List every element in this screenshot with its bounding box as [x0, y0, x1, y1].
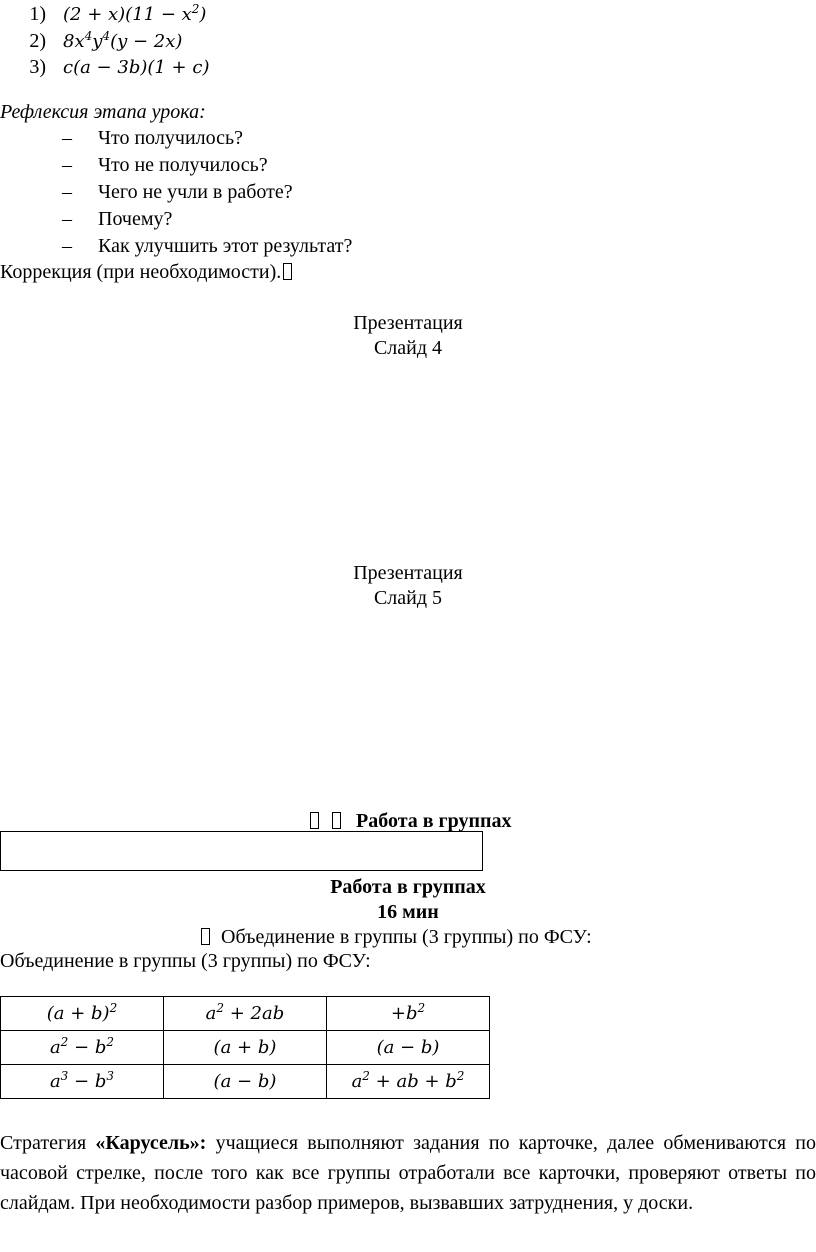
strategy-text: учащиеся выполняют задания по карточке, далее обмениваются по часовой стрелке, после того как все группы отработали все карточки, проверяют ответы по слайдам. При необходимости разбор примеров, вызвавших затруднения, у доски.	[0, 1132, 816, 1214]
fsu-table	[0, 996, 490, 1099]
dash-bullet: –	[62, 235, 72, 257]
table-row	[1, 1031, 490, 1065]
strategy-paragraph	[0, 1128, 816, 1218]
slide5-label: Презентация	[353, 562, 463, 584]
group-work-title: Работа в группах	[330, 876, 486, 898]
table-cell: $a^3 - b^3$	[1, 1065, 164, 1099]
strategy-prefix: Стратегия	[0, 1132, 96, 1154]
missing-glyph-icon	[332, 812, 341, 829]
example-number: 2)	[29, 30, 46, 52]
missing-glyph-icon	[310, 812, 319, 829]
reflection-question: Что получилось?	[98, 127, 244, 149]
missing-glyph-icon	[201, 928, 210, 945]
strategy-name: «Карусель»:	[95, 1132, 207, 1154]
table-cell: $a^2 - b^2$	[1, 1031, 164, 1065]
table-cell: (a − b)	[163, 1065, 326, 1099]
dash-bullet: –	[62, 154, 72, 176]
union-text: Объединение в группы (3 группы) по ФСУ:	[0, 950, 371, 972]
group-work-heading	[308, 810, 512, 833]
correction-text: Коррекция (при необходимости).	[0, 261, 282, 283]
table-row	[1, 1065, 490, 1099]
missing-glyph-icon	[283, 263, 292, 280]
reflection-question: Как улучшить этот результат?	[98, 235, 353, 257]
table-row	[1, 997, 490, 1031]
reflection-question: Чего не учли в работе?	[98, 181, 293, 203]
table-cell: $a^2$ + ab + $b^2$	[326, 1065, 489, 1099]
empty-frame	[0, 831, 483, 871]
correction-line	[0, 261, 292, 284]
reflection-question: Что не получилось?	[98, 154, 268, 176]
dash-bullet: –	[62, 127, 72, 149]
example-number: 1)	[29, 3, 46, 25]
group-work-heading-text: Работа в группах	[356, 810, 512, 832]
example-number: 3)	[29, 56, 46, 78]
example-expression: $(2 + x)(11 - x^2)$	[63, 2, 207, 25]
dash-bullet: –	[62, 208, 72, 230]
slide4-number: Слайд 4	[373, 337, 443, 359]
dash-bullet: –	[62, 181, 72, 203]
example-expression: $8x^4y^4(y - 2x)$	[63, 29, 183, 52]
slide4-label: Презентация	[353, 312, 463, 334]
union-centered-text: Объединение в группы (3 группы) по ФСУ:	[221, 926, 592, 948]
table-cell: (a + b)	[163, 1031, 326, 1065]
table-cell: $a^2 + 2ab$	[163, 997, 326, 1031]
table-cell: $+b^2$	[326, 997, 489, 1031]
group-work-duration: 16 мин	[377, 901, 439, 923]
slide5-number: Слайд 5	[373, 587, 443, 609]
union-centered-line	[199, 926, 592, 949]
reflection-title: Рефлексия этапа урока:	[0, 101, 206, 123]
table-cell: $(a + b)^2$	[1, 997, 164, 1031]
table-cell: (a − b)	[326, 1031, 489, 1065]
reflection-question: Почему?	[98, 208, 173, 230]
example-expression: c(a − 3b)(1 + c)	[63, 57, 210, 78]
